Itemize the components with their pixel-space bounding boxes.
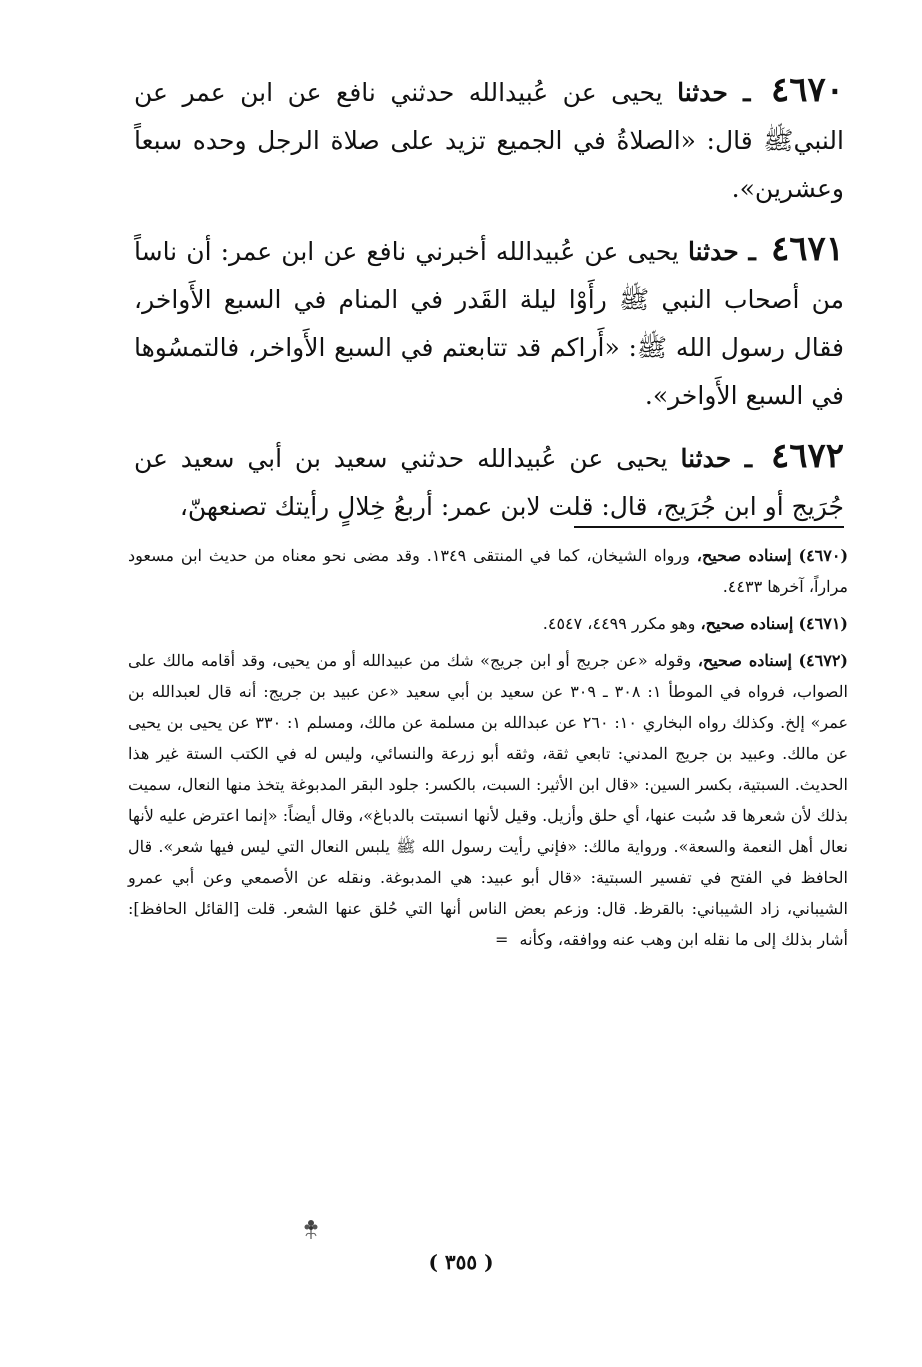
footnote-4672 [128, 645, 848, 955]
footnote-text: وهو مكرر ٤٤٩٩، ٤٥٤٧. [542, 614, 696, 633]
hadith-4672 [134, 432, 844, 531]
footnote-label: إسناده صحيح، [697, 651, 792, 670]
hadith-number: ٤٦٧٢ [770, 436, 844, 476]
hadith-number: ٤٦٧١ [770, 229, 844, 269]
hadith-body: يحيى عن عُبيدالله أخبرني نافع عن ابن عمر: أن ناساً من أصحاب النبي ﷺ رأَوْا ليلة القَدر في المنام في السبع الأَواخر، فقال رسول الله ﷺ: «أَراكم قد تتابعتم في السبع الأَواخر، فالتمسُوها في السبع الأَواخر». [134, 237, 844, 410]
footnote-label: إسناده صحيح، [700, 614, 794, 633]
hadith-body: يحيى عن عُبيدالله حدثني نافع عن ابن عمر عن النبيﷺ قال: «الصلاةُ في الجميع تزيد على صلاة الرجل وحده سبعاً وعشرين». [134, 78, 844, 203]
hadith-lead: ـ حدثنا [680, 444, 753, 473]
footnote-4670 [128, 540, 848, 602]
footnote-ref: (٤٦٧٠) [798, 546, 849, 565]
footnote-text: وقوله «عن جريج أو ابن جريج» شك من عبيدالله أو من يحيى، وقد أقامه مالك على الصواب، فرواه في الموطأ ١: ٣٠٨ ـ ٣٠٩ عن سعيد بن أبي سعيد «عن عبيد بن جريج: أنه قال لعبدالله بن عمر» إلخ. وكذلك رواه البخاري ١٠: ٢٦٠ عن عبدالله بن مسلمة عن مالك، ومسلم ١: ٣٣٠ عن يحيى بن يحيى عن مالك. وعبيد بن جريج المدني: تابعي ثقة، وثقه أبو زرعة والنسائي، وليس له في الكتب الستة غير هذا الحديث. السبتية، بكسر السين: «قال ابن الأثير: السبت، بالكسر: جلود البقر المدبوغة يتخذ منها النعال، سميت بذلك لأن شعرها قد سُبت عنها، أي حلق وأزيل. وقيل لأنها انسبتت بالدباغ»، وقال أيضاً: «إنما اعترض عليه لأنها نعال أهل النعمة والسعة». ورواية مالك: «فإني رأيت رسول الله ﷺ يلبس النعال التي ليس فيها شعر». قال الحافظ في الفتح في تفسير السبتية: «قال أبو عبيد: هي المدبوغة. ونقله عن الأصمعي وعن أبي عمرو الشيباني، زاد الشيباني: بالقرظ. قال: وزعم بعض الناس أنها التي حُلق عنها الشعر. قلت [القائل الحافظ]: أشار بذلك إلى ما نقله ابن وهب عنه ووافقه، وكأنه [128, 651, 849, 949]
footnote-label: إسناده صحيح، [696, 546, 792, 565]
footnote-ref: (٤٦٧٢) [798, 651, 848, 670]
page-number: ( ٣٥٥ ) [428, 1250, 494, 1274]
footnote-4671 [128, 608, 848, 639]
flower-ornament-icon [300, 1216, 322, 1242]
footnote-ref: (٤٦٧١) [798, 614, 848, 633]
hadith-4670 [134, 66, 844, 213]
hadith-text-block [134, 66, 844, 543]
footnote-separator [574, 526, 844, 528]
footnote-text: ورواه الشيخان، كما في المنتقى ١٣٤٩. وقد مضى نحو معناه من حديث ابن مسعود مراراً، آخرها ٤٤٣٣. [128, 546, 848, 596]
hadith-lead: ـ حدثنا [687, 237, 756, 266]
footnotes-block [128, 540, 848, 961]
hadith-body: يحيى عن عُبيدالله حدثني سعيد بن أبي سعيد عن جُرَيج أو ابن جُرَيج، قال: قلت لابن عمر: أربعُ خِلالٍ رأيتك تصنعهنّ، [134, 444, 844, 521]
continuation-mark: = [495, 930, 509, 949]
hadith-number: ٤٦٧٠ [770, 70, 844, 110]
hadith-lead: ـ حدثنا [677, 78, 751, 107]
hadith-4671 [134, 225, 844, 420]
